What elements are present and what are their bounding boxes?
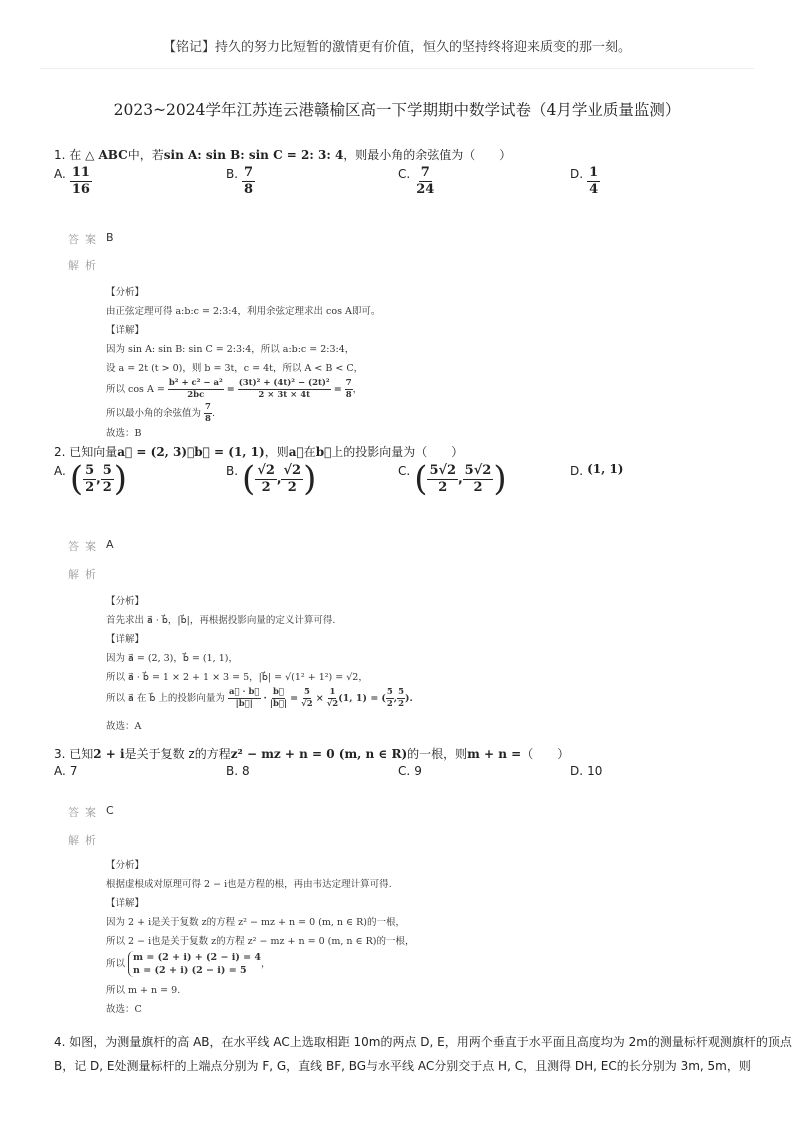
solution-line: 故选：B bbox=[106, 428, 142, 439]
numerator: (3t)² + (4t)² − (2t)² bbox=[238, 378, 330, 388]
right-paren: ) bbox=[493, 459, 507, 499]
fraction bbox=[101, 463, 114, 496]
denominator: 4 bbox=[589, 182, 599, 197]
fraction bbox=[83, 463, 96, 496]
equals: = bbox=[290, 693, 299, 704]
options bbox=[54, 764, 754, 788]
dot: · bbox=[263, 693, 267, 704]
stem-math: z² − mz + n = 0 (m, n ∈ R) bbox=[230, 747, 408, 761]
numerator: √2 bbox=[283, 462, 302, 478]
option-value: (1, 1) bbox=[587, 462, 624, 476]
option-d bbox=[570, 462, 623, 478]
fraction bbox=[270, 687, 287, 710]
fraction bbox=[427, 463, 458, 496]
solution-line: 所以 2 − i也是关于复数 z的方程 z² − mz + n = 0 (m, n ∈ R)的一根， bbox=[106, 936, 415, 947]
solution bbox=[106, 592, 754, 736]
solution-line: 故选：A bbox=[106, 721, 142, 732]
options bbox=[54, 459, 754, 510]
numerator: 7 bbox=[244, 165, 254, 180]
stem-text: 2. 已知向量 bbox=[54, 445, 118, 459]
denominator: |b⃗| bbox=[269, 699, 288, 709]
analysis-label: 解析 bbox=[68, 259, 102, 272]
denominator: 2 bbox=[102, 479, 112, 495]
numerator: √2 bbox=[257, 462, 275, 478]
equation-system bbox=[128, 951, 261, 977]
option-label: D. bbox=[570, 167, 584, 181]
option-label: B. bbox=[226, 764, 239, 778]
stem-text: 1. 在 bbox=[54, 148, 82, 162]
solution-line: 【详解】 bbox=[106, 898, 145, 909]
left-paren: ( bbox=[414, 459, 428, 499]
equals: = bbox=[226, 384, 235, 395]
header-divider bbox=[40, 68, 754, 69]
answer-value: B bbox=[106, 231, 114, 244]
right-paren: ). bbox=[404, 693, 413, 704]
numerator: 5√2 bbox=[464, 462, 492, 478]
numerator: 7 bbox=[345, 378, 352, 388]
solution bbox=[106, 283, 754, 443]
solution-line: 因为 a⃗ = (2, 3)，b⃗ = (1, 1)， bbox=[106, 653, 238, 664]
solution-line bbox=[106, 378, 754, 402]
answer-label: 答案 bbox=[68, 540, 102, 553]
option-b: B. ( $\frac{√2}{2}$ , $\frac{√2}{2}$ ) bbox=[226, 459, 317, 499]
fraction bbox=[463, 463, 494, 496]
solution-text: ， bbox=[261, 958, 271, 970]
denominator: √2 bbox=[301, 699, 313, 709]
option-c bbox=[398, 165, 436, 198]
solution-line bbox=[106, 951, 754, 981]
numerator: 5 bbox=[85, 462, 95, 478]
denominator: 2 bbox=[398, 699, 404, 709]
solution-text: 所以 cos A = bbox=[106, 384, 165, 395]
question-3 bbox=[54, 744, 754, 1019]
answer-row bbox=[54, 538, 754, 560]
solution-text: ， bbox=[352, 384, 363, 395]
question-stem bbox=[54, 744, 754, 764]
solution-line: 根据虚根成对原理可得 2 − i也是方程的根，再由韦达定理计算可得. bbox=[106, 879, 392, 890]
stem-text: 是关于复数 z的方程 bbox=[124, 747, 231, 761]
solution-math: (1, 1) = bbox=[338, 693, 379, 704]
left-paren: ( bbox=[242, 459, 256, 499]
solution-text: 所以 bbox=[106, 958, 126, 970]
solution-line: 因为 sin A: sin B: sin C = 2:3:4，所以 a:b:c = 2:3:4， bbox=[106, 344, 355, 355]
stem-math: a⃗ = (2, 3)，b⃗ = (1, 1) bbox=[117, 445, 265, 459]
fraction bbox=[238, 378, 331, 401]
equation: m = (2 + i) + (2 − i) = 4 bbox=[133, 952, 261, 963]
option-value: 8 bbox=[242, 764, 250, 778]
solution bbox=[106, 856, 754, 1019]
option-label: A. bbox=[54, 764, 66, 778]
numerator: 5√2 bbox=[429, 462, 457, 478]
numerator: b⃗ bbox=[272, 687, 285, 697]
fraction bbox=[587, 165, 600, 198]
fraction bbox=[255, 463, 277, 496]
denominator: 2 bbox=[287, 479, 297, 495]
denominator: 2 × 3t × 4t bbox=[258, 390, 311, 400]
left-paren: ( bbox=[69, 459, 84, 499]
question-2 bbox=[54, 442, 754, 736]
option-a bbox=[54, 165, 92, 198]
fraction bbox=[70, 165, 92, 198]
option-c: C. ( $\frac{5√2}{2}$ , $\frac{5√2}{2}$ ) bbox=[398, 459, 507, 499]
solution-line: 所以 m + n = 9. bbox=[106, 985, 181, 996]
numerator: 7 bbox=[205, 402, 211, 412]
stem-text: （ ） bbox=[521, 747, 570, 761]
solution-line: 【详解】 bbox=[106, 325, 145, 336]
denominator: 8 bbox=[244, 182, 254, 197]
denominator: 8 bbox=[345, 390, 352, 400]
equals: = bbox=[333, 384, 342, 395]
fraction bbox=[414, 165, 436, 198]
stem-math: 2 + i bbox=[93, 747, 125, 761]
fraction bbox=[301, 687, 313, 710]
left-paren: ( bbox=[381, 693, 386, 704]
stem-math: sin A: sin B: sin C = 2: 3: 4 bbox=[163, 148, 344, 162]
solution-text: 所以最小角的余弦值为 bbox=[106, 408, 202, 419]
denominator: 2 bbox=[386, 699, 393, 709]
question-stem bbox=[54, 145, 754, 165]
numerator: 5 bbox=[386, 687, 393, 697]
denominator: 2 bbox=[85, 479, 95, 495]
option-label: C. bbox=[398, 764, 411, 778]
analysis-label: 解析 bbox=[68, 834, 102, 847]
fraction bbox=[386, 687, 394, 710]
option-d bbox=[570, 165, 600, 198]
fraction bbox=[327, 687, 339, 710]
numerator: 5 bbox=[303, 687, 310, 697]
stem-text: ，则 bbox=[264, 445, 289, 459]
stem-math: b⃗ bbox=[315, 445, 332, 459]
solution-text: . bbox=[211, 408, 215, 419]
option-label: B. bbox=[226, 464, 239, 478]
denominator: √2 bbox=[326, 699, 339, 709]
option-label: A. bbox=[54, 464, 66, 478]
stem-text: 的一根，则 bbox=[407, 747, 468, 761]
denominator: 16 bbox=[71, 182, 90, 197]
denominator: 2 bbox=[438, 479, 448, 495]
solution-line: 故选：C bbox=[106, 1004, 142, 1015]
option-label: C. bbox=[398, 167, 411, 181]
option-value: 9 bbox=[414, 764, 422, 778]
denominator: 2 bbox=[473, 479, 483, 495]
solution-line: 由正弦定理可得 a:b:c = 2:3:4，利用余弦定理求出 cos A即可。 bbox=[106, 306, 381, 317]
question-stem-line: 4. 如图，为测量旗杆的高 AB，在水平线 AC上选取相距 10m的两点 D, E，用两个垂直于水平面且高度均为 2m的测量标杆观测旗杆的顶点 bbox=[54, 1035, 792, 1049]
numerator: 1 bbox=[329, 687, 336, 697]
answer-label: 答案 bbox=[68, 233, 102, 246]
stem-math: △ ABC bbox=[85, 148, 128, 162]
stem-math: m + n = bbox=[467, 747, 522, 761]
solution-line bbox=[106, 687, 754, 711]
denominator: |b⃗| bbox=[235, 699, 253, 709]
option-label: A. bbox=[54, 167, 66, 181]
numerator: b² + c² − a² bbox=[168, 378, 223, 388]
option-value: 7 bbox=[69, 764, 78, 778]
fraction bbox=[345, 378, 353, 401]
stem-text: 上的投影向量为（ ） bbox=[331, 445, 464, 459]
solution-line bbox=[106, 402, 754, 424]
solution-line: 因为 2 + i是关于复数 z的方程 z² − mz + n = 0 (m, n ∈ R)的一根， bbox=[106, 917, 405, 928]
option-label: D. bbox=[570, 764, 584, 778]
option-b bbox=[226, 764, 250, 778]
fraction bbox=[228, 687, 261, 710]
numerator: a⃗ · b⃗ bbox=[228, 687, 260, 697]
question-stem-line: B，记 D, E处测量标杆的上端点分别为 F, G，直线 BF, BG与水平线 AC分别交于点 H, C，且测得 DH, EC的长分别为 3m, 5m，则 bbox=[54, 1059, 751, 1073]
solution-line: 【分析】 bbox=[106, 287, 145, 298]
answer-row bbox=[54, 804, 754, 826]
question-4 bbox=[54, 1030, 792, 1078]
equation: n = (2 + i) (2 − i) = 5 bbox=[133, 965, 247, 976]
solution-text: 所以 a⃗ 在 b⃗ 上的投影向量为 bbox=[106, 693, 225, 704]
times: × bbox=[315, 693, 324, 704]
denominator: 8 bbox=[205, 414, 211, 424]
denominator: 2 bbox=[261, 479, 271, 495]
fraction bbox=[242, 165, 255, 198]
right-paren: ) bbox=[303, 459, 317, 499]
answer-label: 答案 bbox=[68, 806, 102, 819]
option-b bbox=[226, 165, 255, 198]
solution-line: 设 a = 2t (t > 0)，则 b = 3t，c = 4t，所以 A < B < C， bbox=[106, 363, 364, 374]
solution-line: 【分析】 bbox=[106, 860, 145, 871]
answer-value: A bbox=[106, 538, 114, 551]
fraction bbox=[281, 463, 303, 496]
denominator: 24 bbox=[416, 182, 435, 197]
fraction bbox=[168, 378, 224, 401]
motto: 【铭记】持久的努力比短暂的激情更有价值，恒久的坚持终将迎来质变的那一刻。 bbox=[162, 40, 631, 55]
option-label: D. bbox=[570, 464, 584, 478]
solution-line: 【分析】 bbox=[106, 596, 145, 607]
question-1 bbox=[54, 145, 754, 443]
option-d bbox=[570, 764, 602, 778]
numerator: 11 bbox=[71, 165, 90, 180]
answer-row bbox=[54, 231, 754, 253]
stem-math: a⃗ bbox=[288, 445, 304, 459]
option-label: C. bbox=[398, 464, 411, 478]
fraction bbox=[204, 402, 212, 425]
options bbox=[54, 165, 754, 205]
stem-text: 中，若 bbox=[127, 148, 164, 162]
analysis-label: 解析 bbox=[68, 568, 102, 581]
option-c bbox=[398, 764, 422, 778]
question-stem bbox=[54, 442, 754, 462]
option-a: A. ( $\frac{5}{2}$ , $\frac{5}{2}$ ) bbox=[54, 459, 127, 499]
denominator: 2bc bbox=[187, 390, 205, 400]
option-a bbox=[54, 764, 77, 778]
solution-line: 首先求出 a⃗ · b⃗，|b⃗|，再根据投影向量的定义计算可得. bbox=[106, 615, 336, 626]
page-title: 2023~2024学年江苏连云港赣榆区高一下学期期中数学试卷（4月学业质量监测） bbox=[113, 101, 681, 119]
stem-text: ，则最小角的余弦值为（ ） bbox=[343, 148, 512, 162]
solution-line: 所以 a⃗ · b⃗ = 1 × 2 + 1 × 3 = 5，|b⃗| = √(1² + 1²) = √2， bbox=[106, 672, 368, 683]
numerator: 7 bbox=[420, 165, 430, 180]
answer-value: C bbox=[106, 804, 114, 817]
stem-text: 3. 已知 bbox=[54, 747, 94, 761]
numerator: 5 bbox=[102, 462, 112, 478]
numerator: 1 bbox=[589, 165, 599, 180]
option-label: B. bbox=[226, 167, 239, 181]
option-value: 10 bbox=[587, 764, 603, 778]
solution-line: 【详解】 bbox=[106, 634, 145, 645]
stem-text: 在 bbox=[303, 445, 316, 459]
right-paren: ) bbox=[113, 459, 127, 499]
numerator: 5 bbox=[398, 687, 404, 697]
fraction bbox=[397, 687, 405, 710]
comma: , bbox=[393, 693, 398, 704]
